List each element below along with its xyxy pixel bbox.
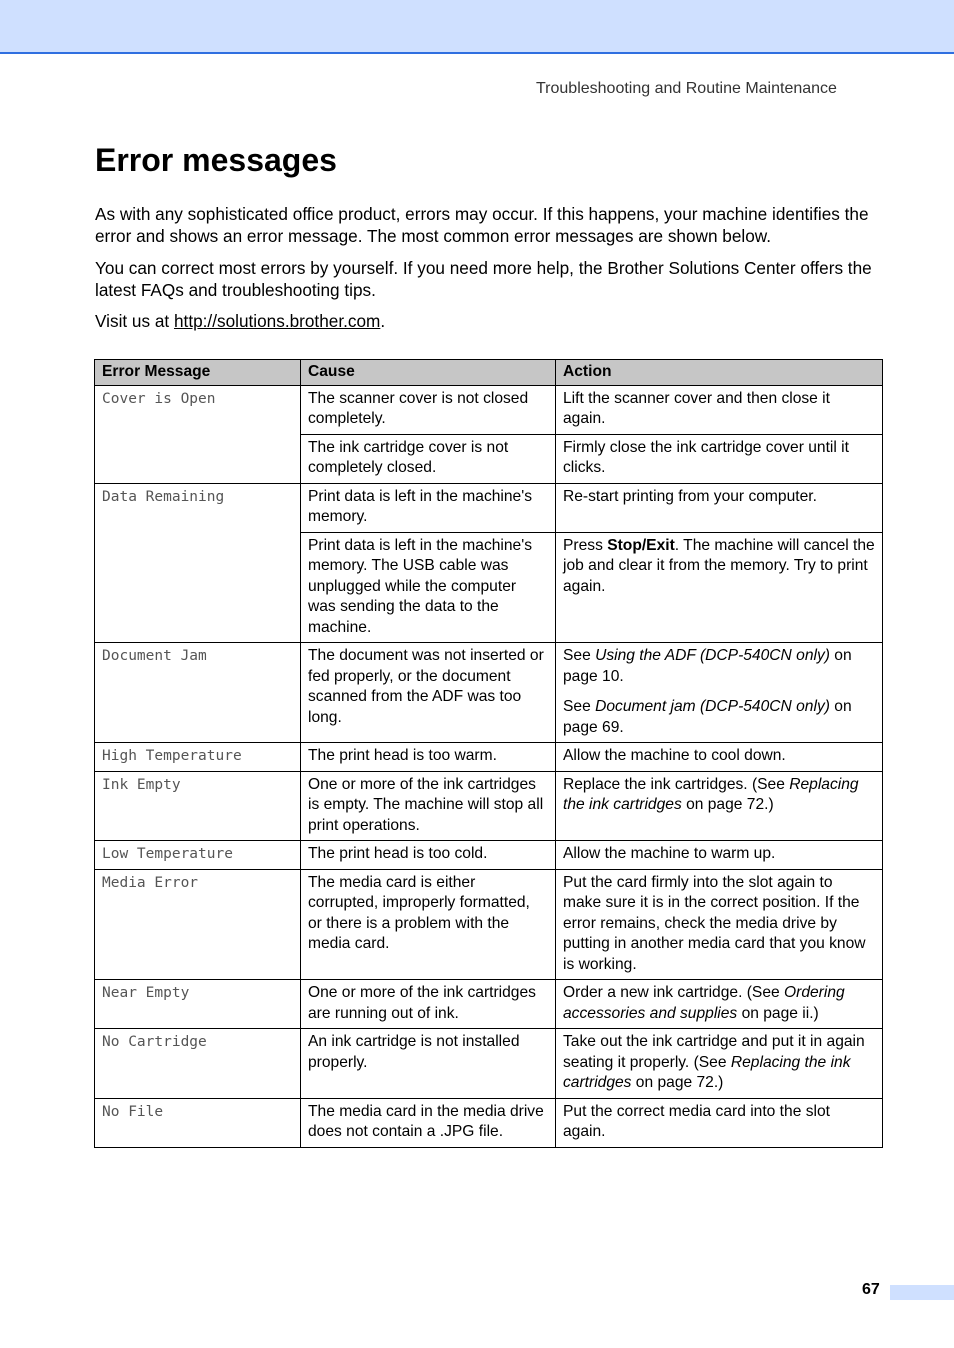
error-code: High Temperature	[95, 743, 301, 772]
page-tab-marker	[890, 1285, 954, 1300]
cross-reference: Ordering accessories and supplies	[563, 984, 845, 1022]
cause-cell: Print data is left in the machine's memory. The USB cable was unplugged while the computer was sending the data to the machine.	[301, 532, 556, 643]
error-code: No Cartridge	[95, 1029, 301, 1099]
table-row	[95, 385, 883, 434]
table-row	[95, 980, 883, 1029]
visit-paragraph	[95, 310, 887, 332]
cause-cell: The document was not inserted or fed properly, or the document scanned from the ADF was too long.	[301, 643, 556, 743]
error-code: Data Remaining	[95, 483, 301, 643]
cross-reference: Using the ADF (DCP-540CN only)	[595, 647, 830, 664]
cross-reference: Document jam (DCP-540CN only)	[595, 698, 830, 715]
cause-cell: An ink cartridge is not installed properly.	[301, 1029, 556, 1099]
table-row	[95, 1098, 883, 1147]
action-text: on page 72.)	[631, 1074, 724, 1091]
solutions-link[interactable]: http://solutions.brother.com	[173, 311, 381, 331]
action-cell: Put the correct media card into the slot again.	[556, 1098, 883, 1147]
visit-suffix: .	[380, 311, 386, 331]
action-cell	[556, 1029, 883, 1099]
table-row	[95, 841, 883, 870]
table-row	[95, 743, 883, 772]
action-text: on page 72.)	[681, 796, 774, 813]
cross-reference: Replacing the ink cartridges	[563, 775, 859, 813]
running-header: Troubleshooting and Routine Maintenance	[536, 80, 837, 97]
paragraph-gap	[563, 687, 875, 697]
action-text: See	[563, 698, 596, 715]
action-cell: Allow the machine to warm up.	[556, 841, 883, 870]
table-row	[95, 1029, 883, 1099]
intro-paragraph-2: You can correct most errors by yourself. If you need more help, the Brother Solutions Center offers the latest FAQs and troubleshooting tips.	[95, 258, 872, 300]
page-title: Error messages	[95, 142, 337, 178]
cross-reference: Replacing the ink cartridges	[563, 1053, 851, 1091]
action-cell: Firmly close the ink cartridge cover until it clicks.	[556, 434, 883, 483]
action-cell	[556, 980, 883, 1029]
action-text: Press	[563, 536, 608, 554]
error-code: No File	[95, 1098, 301, 1147]
page-number: 67	[862, 1281, 880, 1298]
error-messages-table	[94, 359, 883, 1148]
action-text: Order a new ink cartridge. (See	[563, 984, 785, 1001]
action-text: Take out the ink cartridge and put it in again seating it properly. (See	[563, 1033, 865, 1071]
header-action: Action	[556, 360, 883, 386]
cause-cell: The scanner cover is not closed completely.	[301, 385, 556, 434]
action-text: on page 10.	[563, 647, 852, 685]
action-cell	[556, 532, 883, 643]
intro-paragraph-1: As with any sophisticated office product, errors may occur. If this happens, your machine identifies the error and shows an error message. The most common error messages are shown below.	[95, 204, 869, 246]
action-text: on page 69.	[563, 698, 852, 736]
header-cause: Cause	[301, 360, 556, 386]
error-code: Document Jam	[95, 643, 301, 743]
error-code: Media Error	[95, 869, 301, 980]
cause-cell: One or more of the ink cartridges is empty. The machine will stop all print operations.	[301, 771, 556, 841]
action-cell	[556, 771, 883, 841]
table-row	[95, 643, 883, 743]
header-error-message: Error Message	[95, 360, 301, 386]
action-cell: Lift the scanner cover and then close it again.	[556, 385, 883, 434]
action-cell: Put the card firmly into the slot again to make sure it is in the correct position. If the error remains, check the media drive by putting in another media card that you know is working.	[556, 869, 883, 980]
visit-prefix: Visit us at	[95, 311, 174, 331]
cause-cell: The ink cartridge cover is not completely closed.	[301, 434, 556, 483]
cause-cell: The print head is too warm.	[301, 743, 556, 772]
cause-cell: One or more of the ink cartridges are running out of ink.	[301, 980, 556, 1029]
table-header-row	[95, 360, 883, 386]
table-row	[95, 869, 883, 980]
error-code: Ink Empty	[95, 771, 301, 841]
error-code: Cover is Open	[95, 385, 301, 483]
action-cell: Re-start printing from your computer.	[556, 483, 883, 532]
action-text: . The machine will cancel the job and clear it from the memory. Try to print again.	[563, 536, 875, 595]
action-text: on page ii.)	[737, 1004, 819, 1022]
stop-exit-key-label: Stop/Exit	[607, 536, 675, 554]
error-code: Near Empty	[95, 980, 301, 1029]
action-text: See	[563, 647, 596, 664]
table-row	[95, 771, 883, 841]
action-cell: Allow the machine to cool down.	[556, 743, 883, 772]
action-cell	[556, 643, 883, 743]
cause-cell: The media card in the media drive does not contain a .JPG file.	[301, 1098, 556, 1147]
table-row	[95, 483, 883, 532]
header-band	[0, 0, 954, 54]
action-text: Replace the ink cartridges. (See	[563, 775, 790, 793]
cause-cell: Print data is left in the machine's memory.	[301, 483, 556, 532]
cause-cell: The media card is either corrupted, improperly formatted, or there is a problem with the media card.	[301, 869, 556, 980]
error-code: Low Temperature	[95, 841, 301, 870]
cause-cell: The print head is too cold.	[301, 841, 556, 870]
